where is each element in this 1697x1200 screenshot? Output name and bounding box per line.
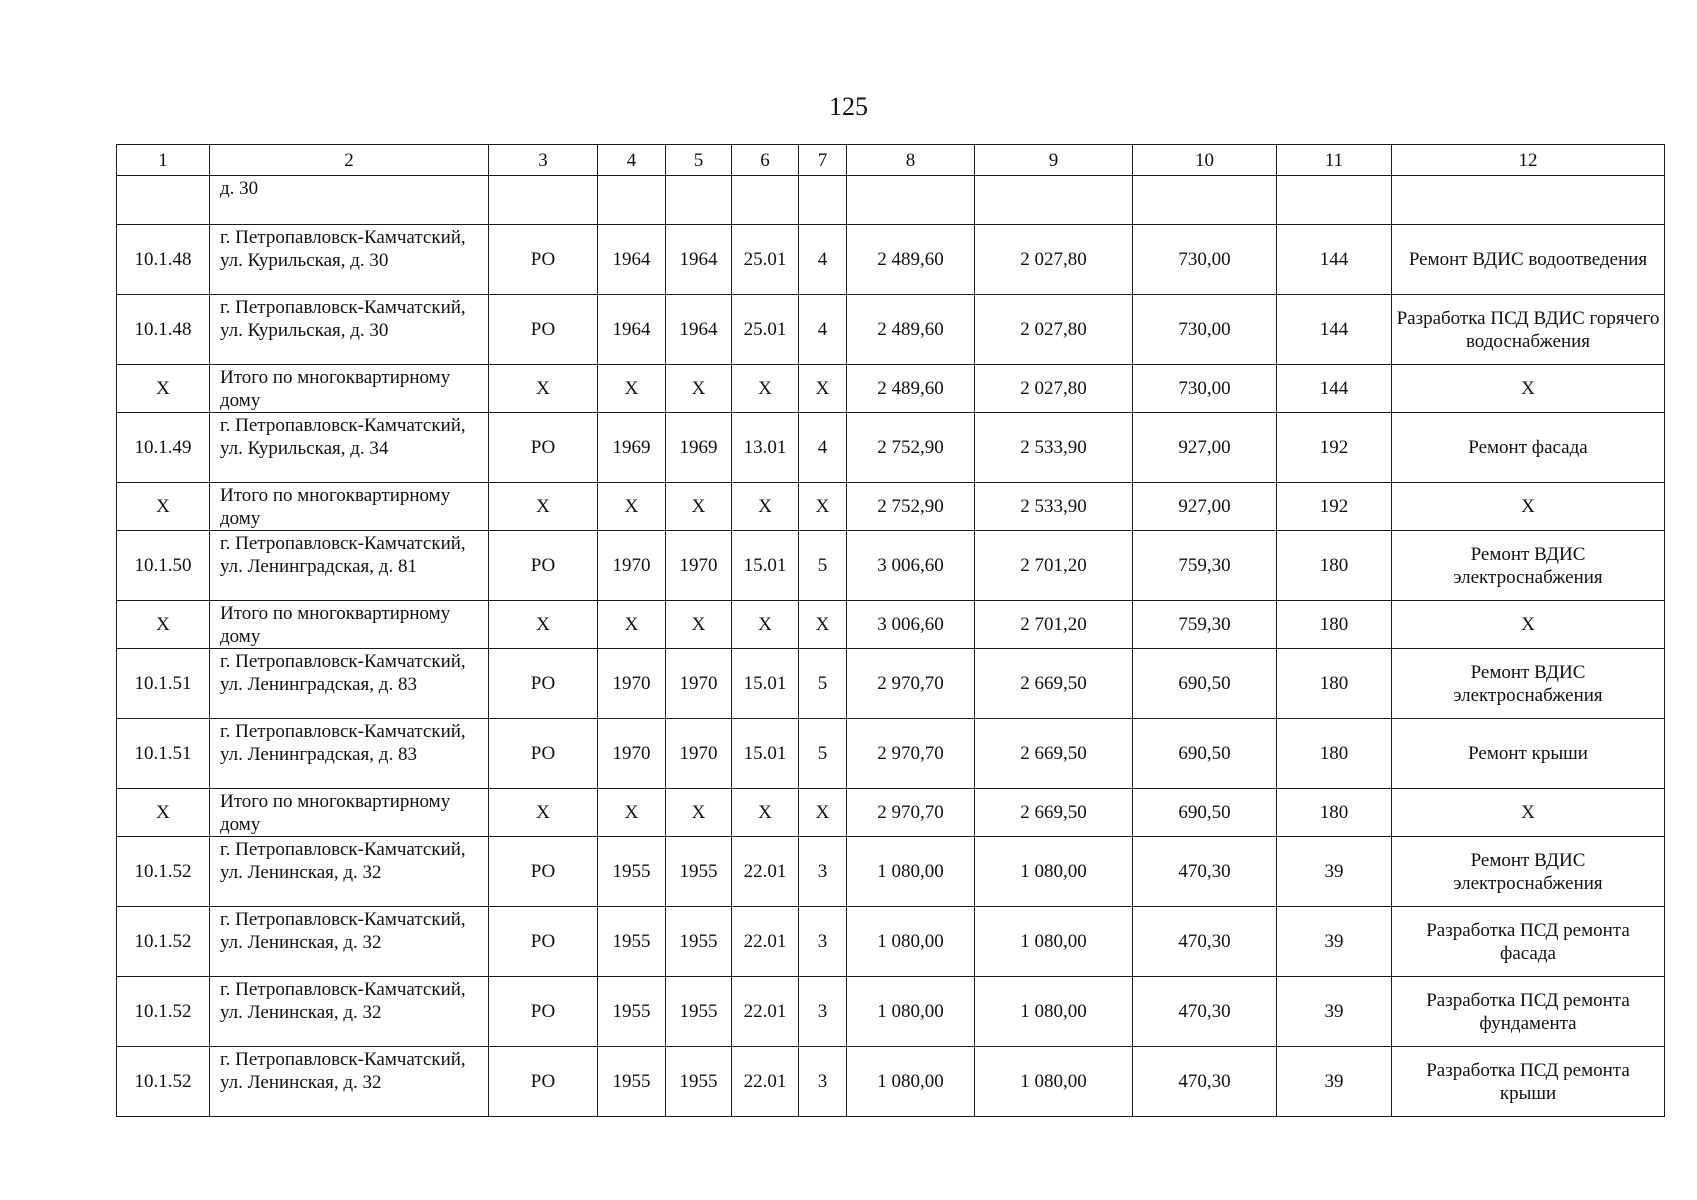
cell-row-number: 10.1.49 [117,413,210,483]
column-header: 3 [489,145,598,176]
cell-floors: 3 [799,977,847,1047]
cell-address: г. Петропавловск-Камчатский, ул. Ленинская, д. 32 [210,837,489,907]
column-header: 1 [117,145,210,176]
cell-residents: 180 [1277,531,1392,601]
cell-nonliving-area: 470,30 [1133,907,1277,977]
cell-address: г. Петропавловск-Камчатский, ул. Курильская, д. 34 [210,413,489,483]
cell-living-area: 2 669,50 [975,719,1133,789]
cell-address: г. Петропавловск-Камчатский, ул. Курильская, д. 30 [210,295,489,365]
cell-wear-level: 25.01 [732,225,799,295]
cell-floors: 4 [799,295,847,365]
cell-build-year: 1970 [598,719,666,789]
cell-address: д. 30 [210,176,489,225]
cell-residents: 144 [1277,225,1392,295]
cell-work-type [1392,176,1665,225]
cell-commission-year: X [666,365,732,413]
total-row [117,789,1665,837]
cell-nonliving-area: 730,00 [1133,365,1277,413]
cell-floors: X [799,365,847,413]
cell-address: г. Петропавловск-Камчатский, ул. Ленинская, д. 32 [210,977,489,1047]
cell-address: г. Петропавловск-Камчатский, ул. Ленинская, д. 32 [210,907,489,977]
cell-living-area: 2 669,50 [975,789,1133,837]
cell-address: г. Петропавловск-Камчатский, ул. Ленинградская, д. 81 [210,531,489,601]
cell-row-number: 10.1.52 [117,837,210,907]
cell-floors: 5 [799,719,847,789]
cell-row-number: 10.1.52 [117,907,210,977]
total-row [117,365,1665,413]
cell-owner-type: X [489,601,598,649]
cell-owner-type: X [489,483,598,531]
cell-total-area: 3 006,60 [847,601,975,649]
column-number-row [117,145,1665,176]
column-header: 2 [210,145,489,176]
table-row [117,837,1665,907]
cell-commission-year: 1964 [666,225,732,295]
cell-commission-year: X [666,789,732,837]
cell-address: Итого по многоквартирному дому [210,365,489,413]
cell-work-type: Ремонт ВДИС электроснабжения [1392,531,1665,601]
total-row [117,601,1665,649]
column-header: 5 [666,145,732,176]
cell-work-type: Разработка ПСД ремонта фасада [1392,907,1665,977]
cell-residents: 180 [1277,649,1392,719]
cell-commission-year: X [666,601,732,649]
cell-floors: 4 [799,413,847,483]
cell-row-number: 10.1.48 [117,225,210,295]
cell-address: Итого по многоквартирному дому [210,789,489,837]
cell-work-type: X [1392,483,1665,531]
cell-nonliving-area: 927,00 [1133,413,1277,483]
table-row [117,907,1665,977]
cell-build-year: 1955 [598,977,666,1047]
cell-residents: 39 [1277,907,1392,977]
cell-commission-year: 1970 [666,649,732,719]
cell-commission-year: 1955 [666,1047,732,1117]
cell-nonliving-area: 470,30 [1133,977,1277,1047]
cell-residents [1277,176,1392,225]
cell-build-year: X [598,789,666,837]
cell-nonliving-area: 759,30 [1133,531,1277,601]
cell-build-year [598,176,666,225]
cell-build-year: 1969 [598,413,666,483]
cell-work-type: Разработка ПСД ВДИС горячего водоснабжения [1392,295,1665,365]
cell-owner-type: РО [489,649,598,719]
cell-residents: 39 [1277,977,1392,1047]
cell-build-year: X [598,483,666,531]
cell-living-area: 2 027,80 [975,365,1133,413]
cell-nonliving-area: 690,50 [1133,649,1277,719]
table-row [117,649,1665,719]
cell-owner-type: РО [489,719,598,789]
cell-address: г. Петропавловск-Камчатский, ул. Ленинская, д. 32 [210,1047,489,1117]
cell-owner-type: РО [489,531,598,601]
cell-address: Итого по многоквартирному дому [210,601,489,649]
page-number: 125 [829,92,868,121]
cell-wear-level: X [732,789,799,837]
cell-owner-type: РО [489,225,598,295]
cell-wear-level: 15.01 [732,649,799,719]
cell-build-year: X [598,365,666,413]
cell-total-area: 2 752,90 [847,413,975,483]
column-header: 12 [1392,145,1665,176]
cell-nonliving-area: 730,00 [1133,295,1277,365]
cell-total-area: 2 752,90 [847,483,975,531]
cell-wear-level: 22.01 [732,907,799,977]
cell-build-year: 1955 [598,1047,666,1117]
cell-residents: 39 [1277,837,1392,907]
cell-nonliving-area: 470,30 [1133,837,1277,907]
cell-wear-level [732,176,799,225]
cell-total-area: 2 970,70 [847,719,975,789]
cell-floors: 5 [799,649,847,719]
cell-living-area: 2 027,80 [975,295,1133,365]
capital-repair-table [116,144,1665,1117]
cell-nonliving-area: 690,50 [1133,719,1277,789]
cell-residents: 180 [1277,719,1392,789]
cell-wear-level: 15.01 [732,719,799,789]
cell-total-area: 2 970,70 [847,789,975,837]
column-header: 8 [847,145,975,176]
cell-residents: 180 [1277,789,1392,837]
cell-residents: 144 [1277,365,1392,413]
cell-living-area: 2 027,80 [975,225,1133,295]
cell-living-area: 1 080,00 [975,837,1133,907]
cell-wear-level: 15.01 [732,531,799,601]
cell-work-type: Разработка ПСД ремонта крыши [1392,1047,1665,1117]
cell-wear-level: 22.01 [732,837,799,907]
cell-owner-type [489,176,598,225]
cell-total-area: 3 006,60 [847,531,975,601]
cell-nonliving-area: 690,50 [1133,789,1277,837]
cell-total-area: 2 970,70 [847,649,975,719]
cell-work-type: Ремонт ВДИС электроснабжения [1392,649,1665,719]
cell-address: г. Петропавловск-Камчатский, ул. Ленинградская, д. 83 [210,649,489,719]
cell-build-year: 1955 [598,837,666,907]
cell-living-area: 1 080,00 [975,907,1133,977]
cell-commission-year: 1969 [666,413,732,483]
cell-row-number: 10.1.51 [117,719,210,789]
cell-owner-type: РО [489,837,598,907]
cell-owner-type: РО [489,907,598,977]
cell-address: г. Петропавловск-Камчатский, ул. Курильская, д. 30 [210,225,489,295]
cell-floors: 3 [799,837,847,907]
cell-floors: X [799,483,847,531]
cell-floors: 5 [799,531,847,601]
cell-build-year: 1964 [598,225,666,295]
cell-owner-type: РО [489,1047,598,1117]
cell-floors: X [799,601,847,649]
cell-floors: 3 [799,907,847,977]
cell-build-year: 1955 [598,907,666,977]
table-row [117,719,1665,789]
cell-total-area: 2 489,60 [847,365,975,413]
cell-total-area: 2 489,60 [847,295,975,365]
cell-work-type: Ремонт крыши [1392,719,1665,789]
cell-build-year: 1970 [598,649,666,719]
cell-row-number: 10.1.51 [117,649,210,719]
column-header: 4 [598,145,666,176]
cell-total-area: 1 080,00 [847,1047,975,1117]
cell-total-area [847,176,975,225]
cell-living-area: 2 533,90 [975,483,1133,531]
table-row [117,531,1665,601]
cell-address: Итого по многоквартирному дому [210,483,489,531]
cell-commission-year: X [666,483,732,531]
cell-residents: 144 [1277,295,1392,365]
cell-wear-level: X [732,365,799,413]
table-row [117,295,1665,365]
cell-residents: 192 [1277,483,1392,531]
cell-wear-level: X [732,601,799,649]
cell-work-type: Ремонт фасада [1392,413,1665,483]
cell-owner-type: РО [489,413,598,483]
cell-row-number [117,176,210,225]
cell-wear-level: 22.01 [732,1047,799,1117]
cell-work-type: X [1392,365,1665,413]
table-row [117,413,1665,483]
table-row [117,1047,1665,1117]
cell-total-area: 2 489,60 [847,225,975,295]
cell-build-year: 1964 [598,295,666,365]
cell-floors [799,176,847,225]
cell-row-number: X [117,789,210,837]
column-header: 10 [1133,145,1277,176]
cell-nonliving-area: 759,30 [1133,601,1277,649]
cell-commission-year: 1955 [666,907,732,977]
column-header: 9 [975,145,1133,176]
cell-wear-level: 13.01 [732,413,799,483]
column-header: 6 [732,145,799,176]
cell-owner-type: X [489,789,598,837]
cell-owner-type: РО [489,977,598,1047]
cell-total-area: 1 080,00 [847,907,975,977]
cell-row-number: X [117,483,210,531]
cell-work-type: Ремонт ВДИС водоотведения [1392,225,1665,295]
cell-nonliving-area: 927,00 [1133,483,1277,531]
cell-residents: 39 [1277,1047,1392,1117]
cell-work-type: X [1392,789,1665,837]
cell-nonliving-area: 730,00 [1133,225,1277,295]
cell-work-type: Разработка ПСД ремонта фундамента [1392,977,1665,1047]
cell-total-area: 1 080,00 [847,837,975,907]
cell-living-area: 1 080,00 [975,1047,1133,1117]
cell-work-type: X [1392,601,1665,649]
cell-row-number: X [117,601,210,649]
cell-nonliving-area [1133,176,1277,225]
cell-work-type: Ремонт ВДИС электроснабжения [1392,837,1665,907]
cell-row-number: X [117,365,210,413]
cell-address: г. Петропавловск-Камчатский, ул. Ленинградская, д. 83 [210,719,489,789]
cell-build-year: X [598,601,666,649]
cell-residents: 192 [1277,413,1392,483]
cell-owner-type: X [489,365,598,413]
cell-total-area: 1 080,00 [847,977,975,1047]
cell-commission-year: 1955 [666,977,732,1047]
cell-commission-year: 1955 [666,837,732,907]
cell-row-number: 10.1.50 [117,531,210,601]
cell-row-number: 10.1.52 [117,1047,210,1117]
cell-commission-year [666,176,732,225]
cell-living-area: 2 533,90 [975,413,1133,483]
cell-residents: 180 [1277,601,1392,649]
cell-build-year: 1970 [598,531,666,601]
cell-nonliving-area: 470,30 [1133,1047,1277,1117]
total-row [117,483,1665,531]
table-body [117,176,1665,1117]
cell-living-area: 2 701,20 [975,531,1133,601]
cell-row-number: 10.1.52 [117,977,210,1047]
cell-floors: 3 [799,1047,847,1117]
table-row [117,225,1665,295]
cell-living-area: 2 669,50 [975,649,1133,719]
cell-commission-year: 1970 [666,719,732,789]
cell-row-number: 10.1.48 [117,295,210,365]
table-row [117,176,1665,225]
cell-living-area [975,176,1133,225]
cell-owner-type: РО [489,295,598,365]
column-header: 7 [799,145,847,176]
cell-commission-year: 1964 [666,295,732,365]
cell-wear-level: 25.01 [732,295,799,365]
cell-floors: 4 [799,225,847,295]
cell-living-area: 2 701,20 [975,601,1133,649]
cell-wear-level: 22.01 [732,977,799,1047]
column-header: 11 [1277,145,1392,176]
cell-floors: X [799,789,847,837]
cell-commission-year: 1970 [666,531,732,601]
cell-living-area: 1 080,00 [975,977,1133,1047]
cell-wear-level: X [732,483,799,531]
table-row [117,977,1665,1047]
